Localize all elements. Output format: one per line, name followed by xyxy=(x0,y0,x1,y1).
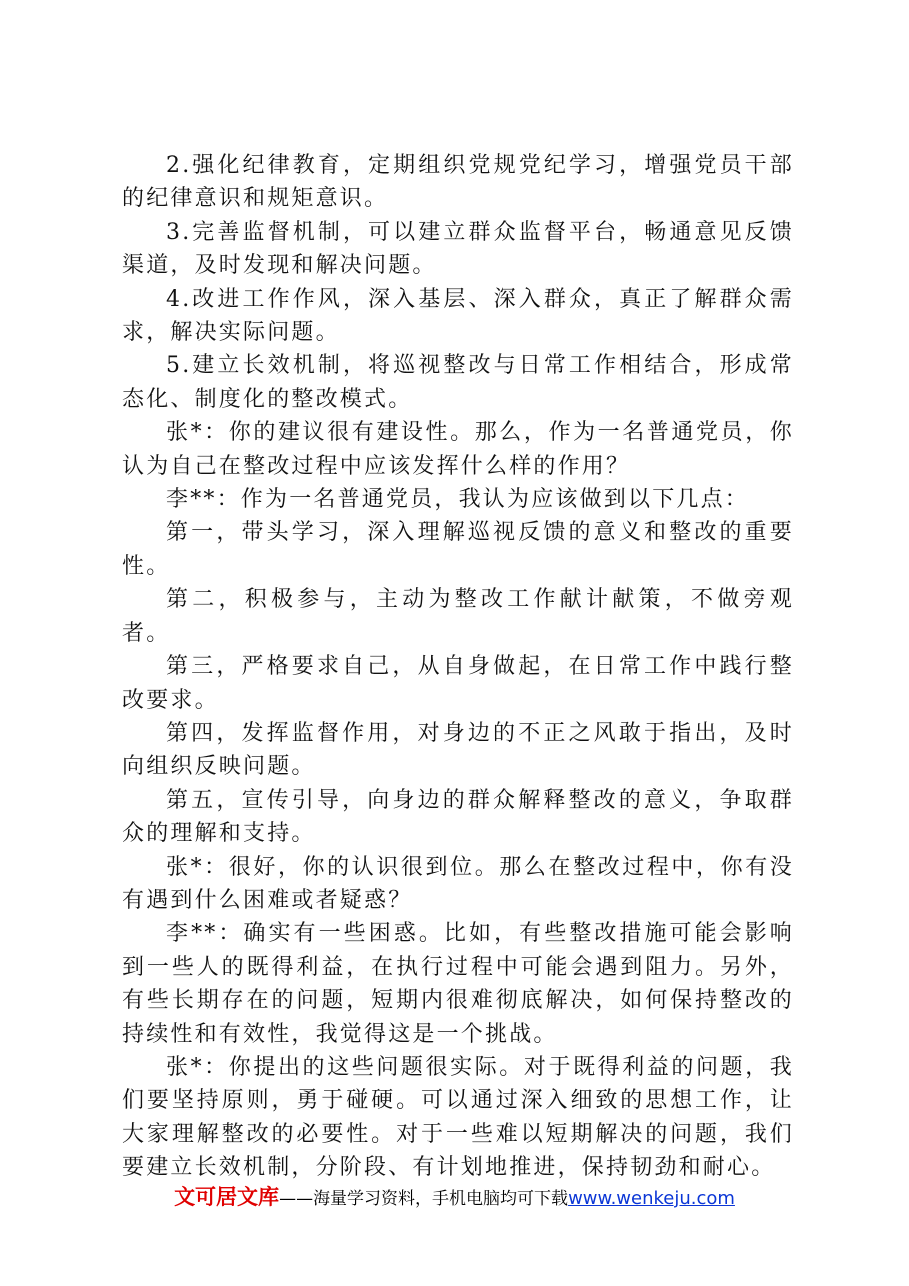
footer-banner xyxy=(0,1182,909,1214)
footer-brand: 文可居文库 xyxy=(174,1185,280,1209)
dialogue-zhang-1: 张*：你的建议很有建设性。那么，作为一名普通党员，你认为自己在整改过程中应该发挥什么样的作用？ xyxy=(122,420,794,479)
document-body xyxy=(122,149,794,1185)
dialogue-li-2: 李**：确实有一些困惑。比如，有些整改措施可能会影响到一些人的既得利益，在执行过程中可能会遇到阻力。另外，有些长期存在的问题，短期内很难彻底解决，如何保持整改的持续性和有效性，我觉得这是一个挑战。 xyxy=(122,921,794,1047)
paragraph-measure-3: 3.完善监督机制，可以建立群众监督平台，畅通意见反馈渠道，及时发现和解决问题。 xyxy=(122,219,794,279)
paragraph-measure-2: 2.强化纪律教育，定期组织党规党纪学习，增强党员干部的纪律意识和规矩意识。 xyxy=(122,153,794,212)
point-first: 第一，带头学习，深入理解巡视反馈的意义和整改的重要性。 xyxy=(122,520,794,579)
dialogue-li-1: 李**：作为一名普通党员，我认为应该做到以下几点： xyxy=(166,487,750,513)
dialogue-zhang-2: 张*：很好，你的认识很到位。那么在整改过程中，你有没有遇到什么困难或者疑惑？ xyxy=(122,854,794,913)
point-fourth: 第四，发挥监督作用，对身边的不正之风敢于指出，及时向组织反映问题。 xyxy=(122,720,794,780)
footer-slogan: ——海量学习资料，手机电脑均可下载 xyxy=(279,1189,569,1209)
dialogue-zhang-3: 张*：你提出的这些问题很实际。对于既得利益的问题，我们要坚持原则，勇于碰硬。可以通过深入细致的思想工作，让大家理解整改的必要性。对于一些难以短期解决的问题，我们要建立长效机制，分阶段、有计划地推进，保持韧劲和耐心。 xyxy=(122,1054,794,1181)
point-fifth: 第五，宣传引导，向身边的群众解释整改的意义，争取群众的理解和支持。 xyxy=(122,787,794,847)
paragraph-measure-5: 5.建立长效机制，将巡视整改与日常工作相结合，形成常态化、制度化的整改模式。 xyxy=(122,353,794,412)
paragraph-measure-4: 4.改进工作作风，深入基层、深入群众，真正了解群众需求，解决实际问题。 xyxy=(122,286,794,346)
point-third: 第三，严格要求自己，从自身做起，在日常工作中践行整改要求。 xyxy=(122,654,794,713)
footer-link[interactable]: www.wenkeju.com xyxy=(568,1188,735,1209)
point-second: 第二，积极参与，主动为整改工作献计献策，不做旁观者。 xyxy=(122,587,794,646)
